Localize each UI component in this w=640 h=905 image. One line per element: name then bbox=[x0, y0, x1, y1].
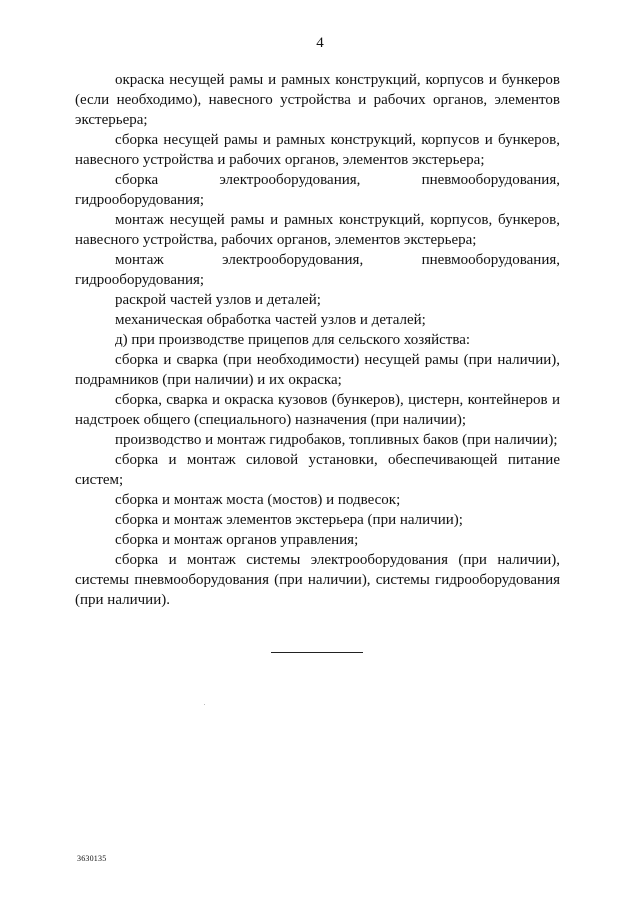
scan-speck bbox=[204, 704, 205, 705]
paragraph: сборка и монтаж системы электрооборудования (при наличии), системы пневмооборудования (при наличии), системы гидрооборудования (при наличии). bbox=[75, 552, 560, 608]
paragraph: механическая обработка частей узлов и деталей; bbox=[115, 312, 426, 328]
paragraph: сборка и монтаж органов управления; bbox=[115, 532, 359, 548]
paragraph: монтаж электрооборудования, пневмооборудования, гидрооборудования; bbox=[75, 252, 560, 288]
paragraph: сборка несущей рамы и рамных конструкций, корпусов и бункеров, навесного устройства и рабочих органов, элементов экстерьера; bbox=[75, 132, 560, 168]
paragraph: сборка электрооборудования, пневмооборудования, гидрооборудования; bbox=[75, 172, 560, 208]
paragraph: сборка, сварка и окраска кузовов (бункеров), цистерн, контейнеров и надстроек общего (специального) назначения (при наличии); bbox=[75, 392, 560, 428]
paragraph: сборка и сварка (при необходимости) несущей рамы (при наличии), подрамников (при наличии) и их окраска; bbox=[75, 352, 560, 388]
document-body bbox=[75, 70, 560, 610]
paragraph: производство и монтаж гидробаков, топливных баков (при наличии); bbox=[115, 432, 558, 448]
paragraph: сборка и монтаж силовой установки, обеспечивающей питание систем; bbox=[75, 452, 560, 488]
paragraph: сборка и монтаж элементов экстерьера (при наличии); bbox=[115, 512, 463, 528]
paragraph: сборка и монтаж моста (мостов) и подвесок; bbox=[115, 492, 401, 508]
paragraph: раскрой частей узлов и деталей; bbox=[115, 292, 321, 308]
end-divider-line bbox=[271, 652, 363, 653]
document-code: 3630135 bbox=[77, 854, 107, 863]
paragraph: монтаж несущей рамы и рамных конструкций, корпусов, бункеров, навесного устройства, рабочих органов, элементов экстерьера; bbox=[75, 212, 560, 248]
page-number: 4 bbox=[316, 35, 324, 51]
paragraph: д) при производстве прицепов для сельского хозяйства: bbox=[115, 332, 471, 348]
paragraph: окраска несущей рамы и рамных конструкций, корпусов и бункеров (если необходимо), навесного устройства и рабочих органов, элементов экстерьера; bbox=[75, 72, 560, 128]
